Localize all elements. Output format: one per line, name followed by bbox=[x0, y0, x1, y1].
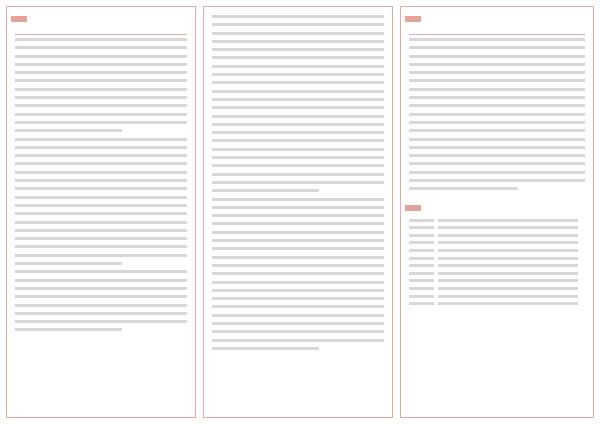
body-text-placeholder bbox=[15, 270, 187, 331]
section-label bbox=[11, 16, 27, 22]
body-text-placeholder bbox=[212, 15, 384, 192]
column-prayer-topics bbox=[400, 6, 594, 418]
intro-text-placeholder bbox=[15, 38, 187, 132]
divider bbox=[409, 34, 585, 35]
divider bbox=[15, 34, 187, 35]
body-text-placeholder bbox=[212, 198, 384, 350]
section-label-2 bbox=[405, 205, 421, 211]
column-weekly-bible-study bbox=[6, 6, 196, 418]
section-label bbox=[405, 16, 421, 22]
reading-schedule-placeholder bbox=[409, 219, 585, 306]
column-article-continued bbox=[203, 6, 393, 418]
body-text-placeholder bbox=[15, 138, 187, 265]
body-text-placeholder bbox=[409, 38, 585, 190]
